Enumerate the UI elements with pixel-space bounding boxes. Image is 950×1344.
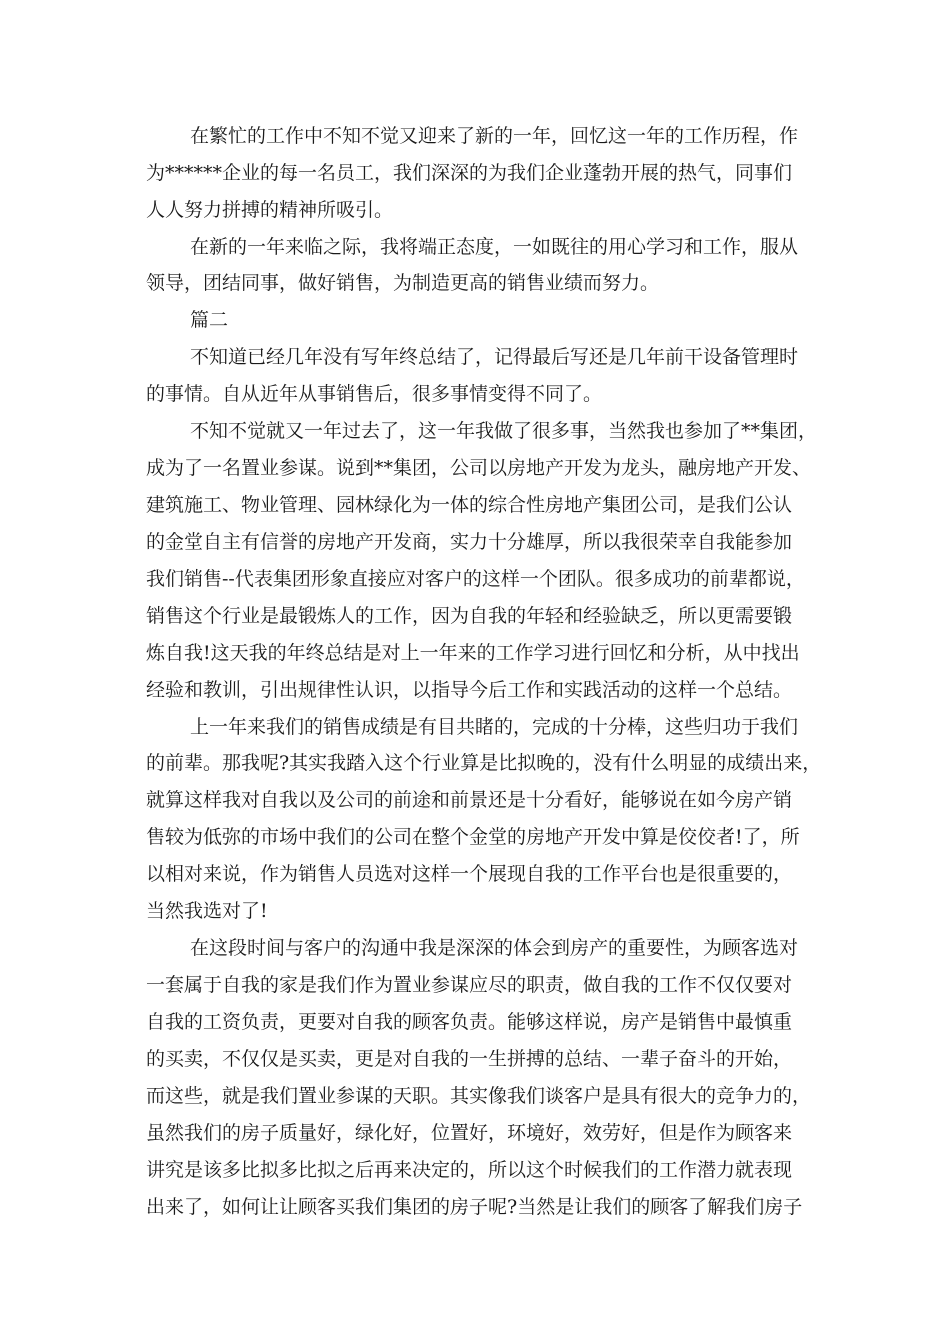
paragraph-line: 自我的工资负责，更要对自我的顾客负责。能够这样说，房产是销售中最慎重 <box>146 1011 793 1033</box>
paragraph-line: 为******企业的每一名员工，我们深深的为我们企业蓬勃开展的热气，同事们 <box>146 162 793 184</box>
paragraph-line: 炼自我!这天我的年终总结是对上一年来的工作学习进行回忆和分析，从中找出 <box>146 642 800 664</box>
paragraph-line: 虽然我们的房子质量好，绿化好，位置好，环境好，效劳好，但是作为顾客来 <box>146 1122 793 1144</box>
paragraph-line: 的买卖，不仅仅是买卖，更是对自我的一生拼搏的总结、一辈子奋斗的开始， <box>146 1048 793 1070</box>
paragraph-line: 不知不觉就又一年过去了，这一年我做了很多事，当然我也参加了**集团， <box>190 420 818 442</box>
paragraph-line: 就算这样我对自我以及公司的前途和前景还是十分看好，能够说在如今房产销 <box>146 789 793 811</box>
section-heading: 篇二 <box>190 309 229 331</box>
paragraph-line: 的金堂自主有信誉的房地产开发商，实力十分雄厚，所以我很荣幸自我能参加 <box>146 531 793 553</box>
paragraph-line: 的前辈。那我呢?其实我踏入这个行业算是比拟晚的，没有什么明显的成绩出来， <box>146 752 822 774</box>
paragraph-line: 当然我选对了! <box>146 900 268 922</box>
paragraph-line: 经验和教训，引出规律性认识，以指导今后工作和实践活动的这样一个总结。 <box>146 679 793 701</box>
paragraph-line: 在新的一年来临之际，我将端正态度，一如既往的用心学习和工作，服从 <box>190 236 799 258</box>
paragraph-line: 一套属于自我的家是我们作为置业参谋应尽的职责，做自我的工作不仅仅要对 <box>146 974 793 996</box>
paragraph-line: 在繁忙的工作中不知不觉又迎来了新的一年，回忆这一年的工作历程，作 <box>190 125 799 147</box>
paragraph-line: 上一年来我们的销售成绩是有目共睹的，完成的十分棒，这些归功于我们 <box>190 716 799 738</box>
paragraph-line: 人人努力拼搏的精神所吸引。 <box>146 199 394 221</box>
paragraph-line: 成为了一名置业参谋。说到**集团，公司以房地产开发为龙头，融房地产开发、 <box>146 457 812 479</box>
paragraph-line: 销售这个行业是最锻炼人的工作，因为自我的年轻和经验缺乏，所以更需要锻 <box>146 605 793 627</box>
paragraph-line: 领导，团结同事，做好销售，为制造更高的销售业绩而努力。 <box>146 272 660 294</box>
paragraph-line: 建筑施工、物业管理、园林绿化为一体的综合性房地产集团公司，是我们公认 <box>146 494 793 516</box>
paragraph-line: 讲究是该多比拟多比拟之后再来决定的，所以这个时候我们的工作潜力就表现 <box>146 1159 793 1181</box>
paragraph-line: 在这段时间与客户的沟通中我是深深的体会到房产的重要性，为顾客选对 <box>190 937 799 959</box>
paragraph-line: 而这些，就是我们置业参谋的天职。其实像我们谈客户是具有很大的竞争力的， <box>146 1085 812 1107</box>
paragraph-line: 的事情。自从近年从事销售后，很多事情变得不同了。 <box>146 383 603 405</box>
paragraph-line: 以相对来说，作为销售人员选对这样一个展现自我的工作平台也是很重要的， <box>146 863 793 885</box>
paragraph-line: 我们销售--代表集团形象直接应对客户的这样一个团队。很多成功的前辈都说， <box>146 568 805 590</box>
paragraph-line: 出来了，如何让让顾客买我们集团的房子呢?当然是让我们的顾客了解我们房子 <box>146 1196 803 1218</box>
paragraph-line: 售较为低弥的市场中我们的公司在整个金堂的房地产开发中算是佼佼者!了，所 <box>146 826 800 848</box>
paragraph-line: 不知道已经几年没有写年终总结了，记得最后写还是几年前干设备管理时 <box>190 346 799 368</box>
